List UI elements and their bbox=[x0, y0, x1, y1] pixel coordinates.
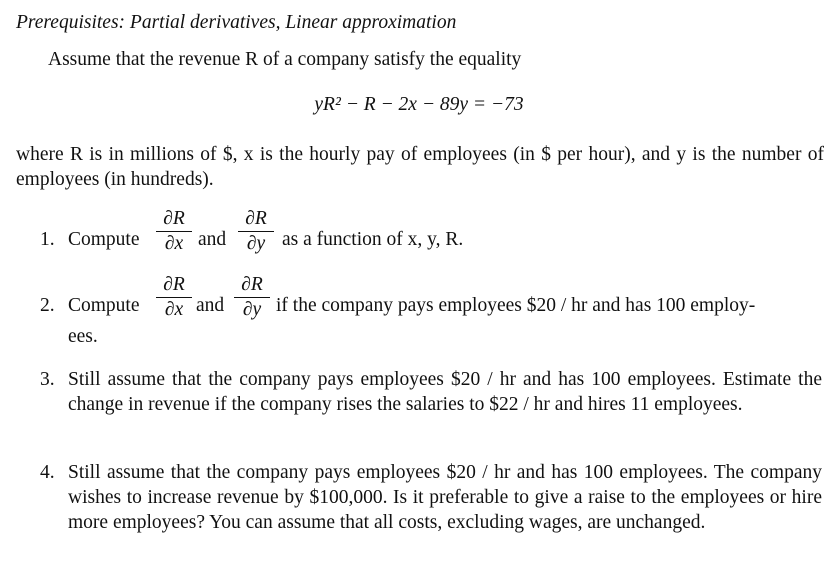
partial-r-y-fraction bbox=[238, 208, 274, 255]
assumption-sentence: Assume that the revenue R of a company satisfy the equality bbox=[48, 49, 522, 70]
item-suffix: as a function of x, y, R. bbox=[282, 229, 464, 250]
fraction-denominator: ∂x bbox=[164, 233, 184, 254]
fraction-numerator: ∂R bbox=[245, 208, 267, 229]
item-and: and bbox=[198, 229, 227, 250]
partial-r-y-fraction bbox=[234, 274, 270, 321]
fraction-numerator: ∂R bbox=[163, 274, 185, 295]
fraction-denominator: ∂y bbox=[246, 233, 266, 254]
item-number: 3. bbox=[40, 369, 55, 390]
fraction-bar bbox=[234, 297, 270, 298]
item-suffix: if the company pays employees $20 / hr and has 100 employ- bbox=[276, 295, 756, 316]
item-continuation: ees. bbox=[68, 326, 98, 347]
item-and: and bbox=[196, 295, 225, 316]
fraction-bar bbox=[238, 231, 274, 232]
item-prefix: Compute bbox=[68, 295, 140, 316]
fraction-numerator: ∂R bbox=[241, 274, 263, 295]
item-prefix: Compute bbox=[68, 229, 140, 250]
partial-r-x-fraction bbox=[156, 274, 192, 321]
item-text: Still assume that the company pays employees $20 / hr and has 100 employees. Estimate the change in revenue if the company rises the salaries to $22 / hr and hires 11 employees. bbox=[68, 369, 822, 415]
fraction-denominator: ∂y bbox=[242, 299, 262, 320]
fraction-bar bbox=[156, 231, 192, 232]
fraction-numerator: ∂R bbox=[163, 208, 185, 229]
fraction-denominator: ∂x bbox=[164, 299, 184, 320]
fraction-bar bbox=[156, 297, 192, 298]
partial-r-x-fraction bbox=[156, 208, 192, 255]
item-number: 2. bbox=[40, 295, 55, 316]
item-number: 1. bbox=[40, 229, 55, 250]
item-number: 4. bbox=[40, 462, 55, 483]
prerequisites-line: Prerequisites: Partial derivatives, Linear approximation bbox=[16, 12, 457, 33]
variable-definitions: where R is in millions of $, x is the hourly pay of employees (in $ per hour), and y is the number of employees (in hundreds). bbox=[16, 144, 824, 190]
revenue-equation: yR² − R − 2x − 89y = −73 bbox=[314, 94, 524, 115]
item-text: Still assume that the company pays employees $20 / hr and has 100 employees. The company wishes to increase revenue by $100,000. Is it preferable to give a raise to the employees or hire more employees? You can assume that all costs, excluding wages, are unchanged. bbox=[68, 462, 822, 533]
